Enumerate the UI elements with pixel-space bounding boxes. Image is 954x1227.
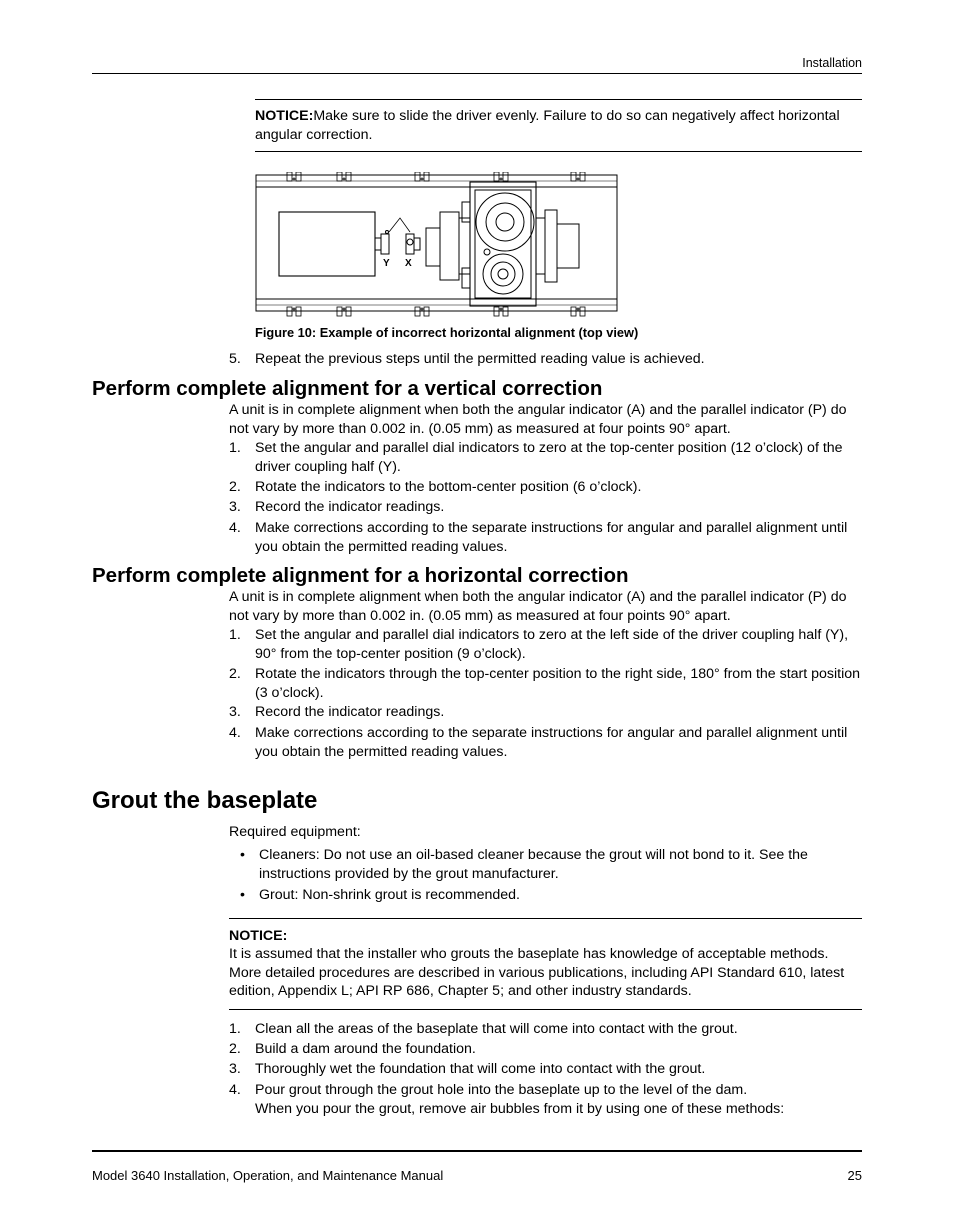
list-item [229,350,862,369]
list-number: 2. [229,479,241,495]
list-item [240,846,862,883]
list-number: 2. [229,1041,241,1057]
page-title-grout: Grout the baseplate [92,787,318,814]
page-number: 25 [847,1168,862,1183]
list-number: 3. [229,499,241,515]
list-text: Set the angular and parallel dial indicators to zero at the top-center position (12 o’clock) of the driver coupling half (Y). [255,440,843,475]
list-text: Record the indicator readings. [255,704,445,720]
list-text: Clean all the areas of the baseplate that will come into contact with the grout. [255,1021,738,1037]
footer-manual-title: Model 3640 Installation, Operation, and Maintenance Manual [92,1168,444,1183]
bullet-dot: • [240,887,245,903]
figure-caption: Figure 10: Example of incorrect horizontal alignment (top view) [255,325,639,340]
notice2-label: NOTICE: [229,928,288,944]
alignment-figure [255,172,619,318]
list-item [229,703,862,722]
required-equipment: Required equipment: [229,824,361,840]
notice-bottom-rule [255,151,862,152]
header-rule [92,73,862,74]
list-subtext: When you pour the grout, remove air bubbles from it by using one of these methods: [255,1100,785,1117]
list-item [229,626,862,663]
list-text: Repeat the previous steps until the permitted reading value is achieved. [255,351,705,367]
notice2-bottom-rule [229,1009,862,1010]
list-item [229,519,862,556]
list-number: 1. [229,627,241,643]
list-text: Make corrections according to the separate instructions for angular and parallel alignment until you obtain the permitted reading values. [255,725,848,760]
list-item [229,1081,862,1118]
label-y: Y [383,258,390,269]
list-number: 2. [229,666,241,682]
list-number: 3. [229,704,241,720]
list-item [229,665,862,702]
notice-top-rule [255,99,862,100]
list-number: 1. [229,1021,241,1037]
list-number: 4. [229,725,241,741]
bullet-text: Grout: Non-shrink grout is recommended. [259,887,521,903]
list-number: 1. [229,440,241,456]
list-item [229,1040,862,1059]
vertical-intro: A unit is in complete alignment when both the angular indicator (A) and the parallel indicator (P) do not vary by more than 0.002 in. (0.05 mm) as measured at four points 90° apart. [229,402,847,437]
notice2-text: It is assumed that the installer who grouts the baseplate has knowledge of acceptable methods. More detailed procedures are described in various publications, including API Standard 610, latest edition, Appendix L; API RP 686, Chapter 5; and other industry standards. [229,946,845,999]
list-number: 3. [229,1061,241,1077]
list-text: Make corrections according to the separate instructions for angular and parallel alignment until you obtain the permitted reading values. [255,520,848,555]
list-item [229,1020,862,1039]
notice-text: Make sure to slide the driver evenly. Failure to do so can negatively affect horizontal angular correction. [255,108,840,143]
notice2-top-rule [229,918,862,919]
section-heading-vertical: Perform complete alignment for a vertical correction [92,377,603,400]
list-item [229,439,862,476]
label-x: X [405,258,412,269]
section-heading-horizontal: Perform complete alignment for a horizontal correction [92,564,629,587]
list-text: Rotate the indicators through the top-center position to the right side, 180° from the start position (3 o’clock). [255,666,861,701]
list-item [229,724,862,761]
list-text: Build a dam around the foundation. [255,1041,476,1057]
list-item [240,886,862,905]
horizontal-intro: A unit is in complete alignment when both the angular indicator (A) and the parallel indicator (P) do not vary by more than 0.002 in. (0.05 mm) as measured at four points 90° apart. [229,589,847,624]
bullet-dot: • [240,847,245,863]
list-text: Record the indicator readings. [255,499,445,515]
list-text: Set the angular and parallel dial indicators to zero at the left side of the driver coupling half (Y), 90° from the top-center position (9 o’clock). [255,627,849,662]
list-text: Thoroughly wet the foundation that will come into contact with the grout. [255,1061,706,1077]
list-item [229,498,862,517]
bullet-text: Cleaners: Do not use an oil-based cleaner because the grout will not bond to it. See the instructions provided by the grout manufacturer. [259,847,808,882]
notice-label: NOTICE: [255,108,314,124]
list-number: 4. [229,1082,241,1098]
footer-rule [92,1150,862,1152]
list-item [229,1060,862,1079]
running-header: Installation [802,56,862,70]
list-text: Rotate the indicators to the bottom-center position (6 o’clock). [255,479,642,495]
list-number: 5. [229,351,241,367]
list-text: Pour grout through the grout hole into the baseplate up to the level of the dam. [255,1082,748,1098]
list-item [229,478,862,497]
notice-box [255,107,862,144]
list-number: 4. [229,520,241,536]
